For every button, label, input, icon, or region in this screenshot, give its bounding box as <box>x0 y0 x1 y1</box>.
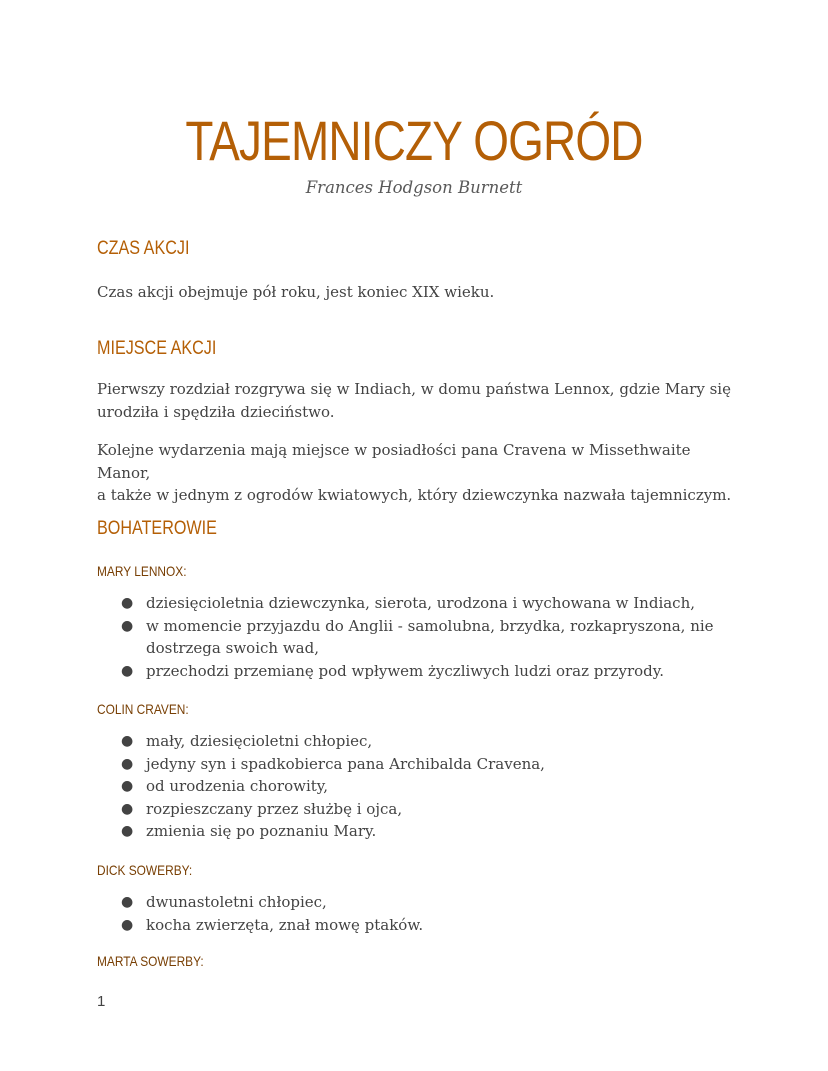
list-item: ● kocha zwierzęta, znał mowę ptaków. <box>97 914 737 937</box>
miejsce-paragraph-1-line-1: Pierwszy rozdział rozgrywa się w Indiach, w domu państwa Lennox, gdzie Mary się <box>97 380 731 398</box>
czas-paragraph: Czas akcji obejmuje pół roku, jest koniec XIX wieku. <box>97 283 495 301</box>
list-item-continuation: dostrzega swoich wad, <box>146 639 319 657</box>
bullet-icon: ● <box>121 916 134 933</box>
bullet-icon: ● <box>121 894 134 910</box>
list-item: ● zmienia się po poznaniu Mary. <box>97 820 737 843</box>
list-item: ● dwunastoletni chłopiec, <box>97 891 737 914</box>
bullet-icon: ● <box>121 755 134 772</box>
character-heading-colin: COLIN CRAVEN: <box>97 701 189 717</box>
character-heading-mary: MARY LENNOX: <box>97 563 187 579</box>
bullet-icon: ● <box>121 778 134 794</box>
list-item: ● przechodzi przemianę pod wpływem życzliwych ludzi oraz przyrody. <box>97 660 737 683</box>
list-item: ● od urodzenia chorowity, <box>97 775 737 798</box>
bullet-icon: ● <box>121 595 134 611</box>
miejsce-paragraph-2 <box>97 439 737 507</box>
section-heading-bohaterowie: BOHATEROWIE <box>97 518 217 539</box>
dick-list <box>97 891 737 936</box>
list-item: ● jedyny syn i spadkobierca pana Archibalda Cravena, <box>97 753 737 776</box>
bullet-icon: ● <box>121 800 134 817</box>
bullet-icon: ● <box>121 617 134 634</box>
miejsce-paragraph-1 <box>97 378 737 423</box>
section-heading-czas: CZAS AKCJI <box>97 238 190 259</box>
list-item: ● rozpieszczany przez służbę i ojca, <box>97 798 737 821</box>
bullet-icon: ● <box>121 662 134 679</box>
document-author: Frances Hodgson Burnett <box>305 178 523 197</box>
page-number: 1 <box>97 993 106 1010</box>
miejsce-paragraph-1-line-2: urodziła i spędziła dzieciństwo. <box>97 402 335 421</box>
bullet-icon: ● <box>121 733 134 749</box>
document-title: TAJEMNICZY OGRÓD <box>185 109 643 172</box>
section-heading-miejsce: MIEJSCE AKCJI <box>97 338 217 359</box>
miejsce-paragraph-2-line-2: a także w jednym z ogrodów kwiatowych, który dziewczynka nazwała tajemniczym. <box>97 486 732 504</box>
character-heading-marta: MARTA SOWERBY: <box>97 953 204 969</box>
list-item: ● w momencie przyjazdu do Anglii - samolubna, brzydka, rozkapryszona, nie <box>97 615 737 638</box>
colin-list <box>97 730 737 843</box>
character-heading-dick: DICK SOWERBY: <box>97 862 193 878</box>
miejsce-paragraph-2-line-1: Kolejne wydarzenia mają miejsce w posiadłości pana Cravena w Missethwaite Manor, <box>97 441 691 482</box>
list-item: ● dziesięcioletnia dziewczynka, sierota, urodzona i wychowana w Indiach, <box>97 592 737 615</box>
list-item: ● mały, dziesięcioletni chłopiec, <box>97 730 737 753</box>
bullet-icon: ● <box>121 823 134 839</box>
mary-list <box>97 592 737 682</box>
